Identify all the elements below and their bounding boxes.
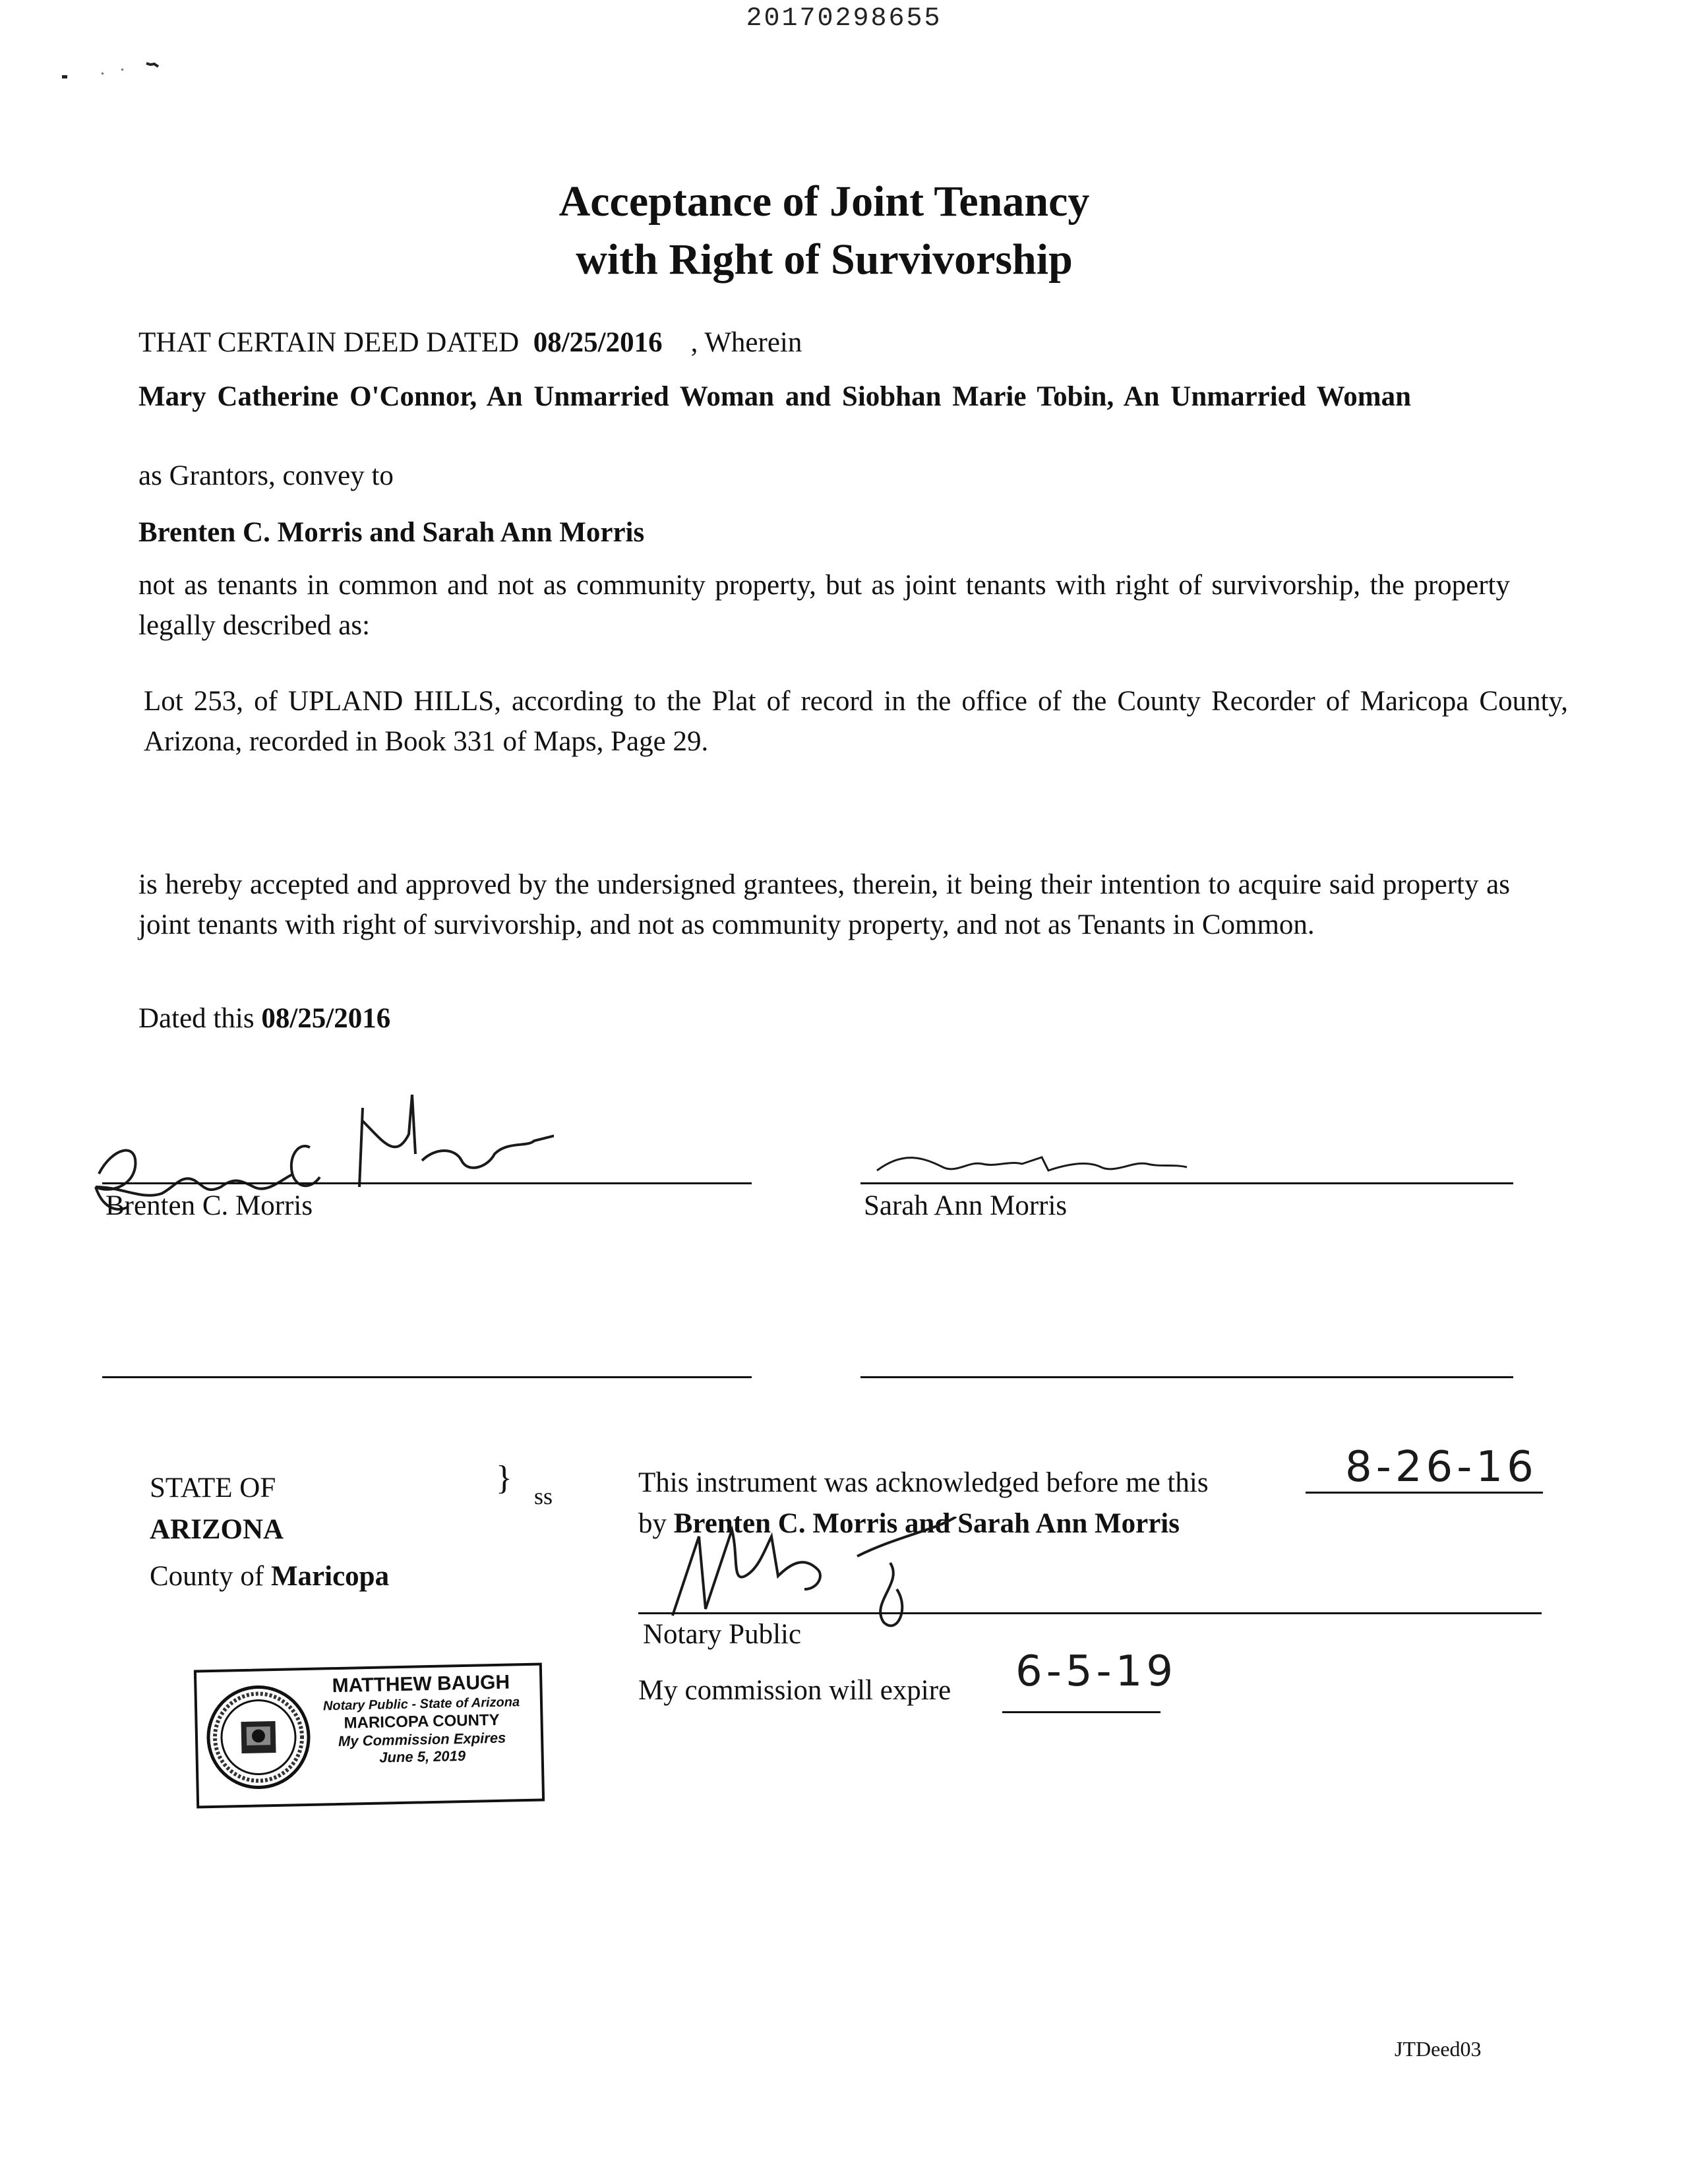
venue-ss: ss bbox=[534, 1483, 553, 1509]
scan-specks bbox=[62, 59, 174, 86]
deed-intro-suffix: , Wherein bbox=[690, 327, 802, 358]
commission-date-handwritten: 6-5-19 bbox=[1015, 1647, 1178, 1696]
form-code: JTDeed03 bbox=[1395, 2037, 1482, 2061]
deed-intro bbox=[138, 322, 1391, 363]
by-prefix: by bbox=[638, 1508, 667, 1539]
county-value: Maricopa bbox=[270, 1561, 390, 1592]
commission-label: My commission will expire bbox=[638, 1675, 951, 1706]
signer2-name: Sarah Ann Morris bbox=[864, 1190, 1068, 1221]
county-line bbox=[150, 1556, 389, 1596]
signature-line-2 bbox=[860, 1182, 1513, 1184]
notary-public-label: Notary Public bbox=[643, 1619, 802, 1650]
signature-line-1 bbox=[102, 1182, 752, 1184]
legal-description: Lot 253, of UPLAND HILLS, according to the Plat of record in the office of the County Recorder of Maricopa County, Arizona, recorded in Book 331 of Maps, Page 29. bbox=[144, 686, 1568, 757]
dated-value: 08/25/2016 bbox=[261, 1003, 391, 1034]
blank-signature-line-1 bbox=[102, 1376, 752, 1378]
ack-date-line bbox=[1306, 1492, 1543, 1494]
acknowledgement-text: This instrument was acknowledged before me this bbox=[638, 1467, 1209, 1498]
grantors-role: as Grantors, convey to bbox=[138, 460, 394, 491]
stamp-expires: June 5, 2019 bbox=[378, 1747, 466, 1766]
dated-line bbox=[138, 998, 390, 1039]
deed-intro-prefix: THAT CERTAIN DEED DATED bbox=[138, 327, 520, 358]
by-names: Brenten C. Morris and Sarah Ann Morris bbox=[673, 1508, 1180, 1539]
stamp-county: MARICOPA COUNTY bbox=[344, 1711, 500, 1732]
acceptance-clause: is hereby accepted and approved by the undersigned grantees, therein, it being their intention to acquire said property as joint tenants with right of survivorship, and not as community property, and not as Tenants in Common. bbox=[138, 869, 1510, 940]
stamp-text-block bbox=[312, 1671, 531, 1768]
stamp-line2: Notary Public - State of Arizona bbox=[322, 1695, 520, 1714]
signer1-name: Brenten C. Morris bbox=[106, 1190, 313, 1221]
notary-stamp bbox=[194, 1662, 545, 1808]
tenancy-clause: not as tenants in common and not as community property, but as joint tenants with right of survivorship, the property legally described as: bbox=[138, 570, 1510, 641]
commission-date-line bbox=[1002, 1711, 1160, 1713]
state-value: ARIZONA bbox=[150, 1514, 284, 1545]
ack-date-handwritten: 8-26-16 bbox=[1345, 1443, 1538, 1492]
dated-prefix: Dated this bbox=[138, 1003, 255, 1034]
stamp-line4: My Commission Expires bbox=[338, 1729, 506, 1749]
stamp-name: MATTHEW BAUGH bbox=[332, 1671, 510, 1697]
document-title-line2: with Right of Survivorship bbox=[576, 235, 1073, 284]
grantees: Brenten C. Morris and Sarah Ann Morris bbox=[138, 517, 645, 548]
state-label: STATE OF bbox=[150, 1472, 276, 1503]
document-number: 20170298655 bbox=[746, 4, 942, 34]
grantors: Mary Catherine O'Connor, An Unmarried Woman and Siobhan Marie Tobin, An Unmarried Woman bbox=[138, 381, 1412, 412]
blank-signature-line-2 bbox=[860, 1376, 1513, 1378]
county-label: County of bbox=[150, 1561, 264, 1592]
deed-date: 08/25/2016 bbox=[533, 327, 663, 358]
document-title-line1: Acceptance of Joint Tenancy bbox=[558, 177, 1090, 226]
venue-brace: } bbox=[496, 1459, 512, 1497]
state-seal-icon bbox=[203, 1682, 314, 1793]
